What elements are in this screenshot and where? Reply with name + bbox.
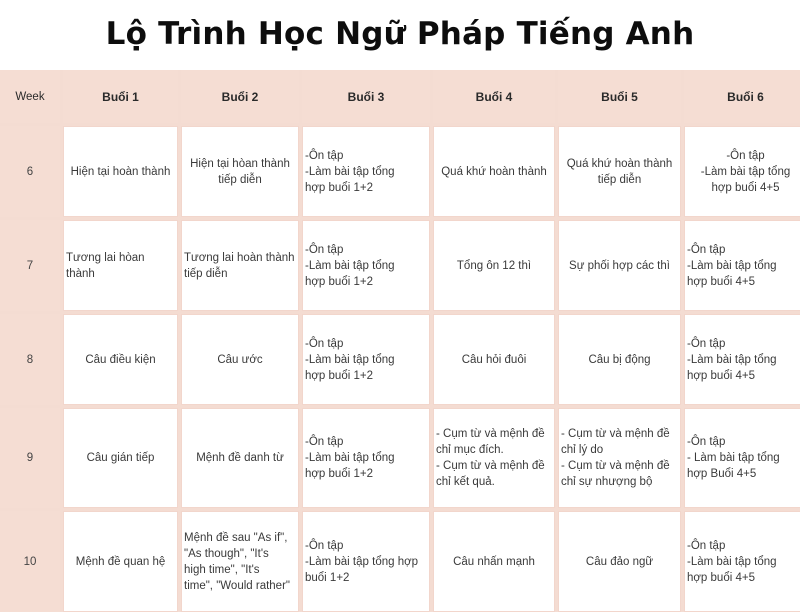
table-cell: -Ôn tập -Làm bài tập tổng hợp buổi 4+5 [684, 314, 800, 405]
table-cell: Hiện tại hoàn thành [63, 126, 178, 217]
table-cell: Câu bị động [558, 314, 681, 405]
table-cell: Tương lai hòan thành [63, 220, 178, 311]
table-cell: -Ôn tập -Làm bài tập tổng hợp buổi 4+5 [684, 220, 800, 311]
header-week: Week [0, 70, 60, 123]
table-cell: Quá khứ hoàn thành tiếp diễn [558, 126, 681, 217]
week-number: 10 [0, 511, 60, 612]
table-cell: - Cụm từ và mệnh đề chỉ mục đích. - Cụm từ và mệnh đề chỉ kết quả. [433, 408, 555, 508]
table-cell: Mệnh đề danh từ [181, 408, 299, 508]
week-number: 6 [0, 126, 60, 217]
table-cell: -Ôn tập -Làm bài tập tổng hợp buổi 1+2 [302, 126, 430, 217]
table-cell: Mệnh đề quan hệ [63, 511, 178, 612]
table-cell: Câu nhấn mạnh [433, 511, 555, 612]
table-cell: Sự phối hợp các thì [558, 220, 681, 311]
table-cell: -Ôn tập -Làm bài tập tổng hợp buổi 1+2 [302, 314, 430, 405]
table-cell: -Ôn tập - Làm bài tập tổng hợp Buổi 4+5 [684, 408, 800, 508]
schedule-table [0, 70, 800, 612]
page-title: Lộ Trình Học Ngữ Pháp Tiếng Anh [105, 16, 695, 52]
table-cell: -Ôn tập -Làm bài tập tổng hợp buổi 1+2 [302, 511, 430, 612]
table-cell: Câu điều kiện [63, 314, 178, 405]
table-cell: -Ôn tập -Làm bài tập tổng hợp buổi 1+2 [302, 220, 430, 311]
table-cell: -Ôn tập -Làm bài tập tổng hợp buổi 4+5 [684, 126, 800, 217]
table-cell: Mệnh đề sau "As if", "As though", "It's high time", "It's time", "Would rather" [181, 511, 299, 612]
header-session-3: Buổi 3 [302, 70, 430, 123]
table-cell: -Ôn tập -Làm bài tập tổng hợp buổi 4+5 [684, 511, 800, 612]
week-number: 9 [0, 408, 60, 508]
header-session-6: Buổi 6 [684, 70, 800, 123]
header-session-5: Buổi 5 [558, 70, 681, 123]
header-session-2: Buổi 2 [181, 70, 299, 123]
week-number: 8 [0, 314, 60, 405]
table-cell: Câu ước [181, 314, 299, 405]
header-session-1: Buổi 1 [63, 70, 178, 123]
table-cell: Tương lai hoàn thành tiếp diễn [181, 220, 299, 311]
table-cell: Tổng ôn 12 thì [433, 220, 555, 311]
week-number: 7 [0, 220, 60, 311]
table-cell: Câu hỏi đuôi [433, 314, 555, 405]
table-cell: Quá khứ hoàn thành [433, 126, 555, 217]
table-cell: Hiện tại hòan thành tiếp diễn [181, 126, 299, 217]
table-cell: -Ôn tập -Làm bài tập tổng hợp buổi 1+2 [302, 408, 430, 508]
header-session-4: Buổi 4 [433, 70, 555, 123]
table-cell: Câu gián tiếp [63, 408, 178, 508]
table-cell: Câu đảo ngữ [558, 511, 681, 612]
table-cell: - Cụm từ và mệnh đề chỉ lý do - Cụm từ và mệnh đề chỉ sự nhượng bộ [558, 408, 681, 508]
